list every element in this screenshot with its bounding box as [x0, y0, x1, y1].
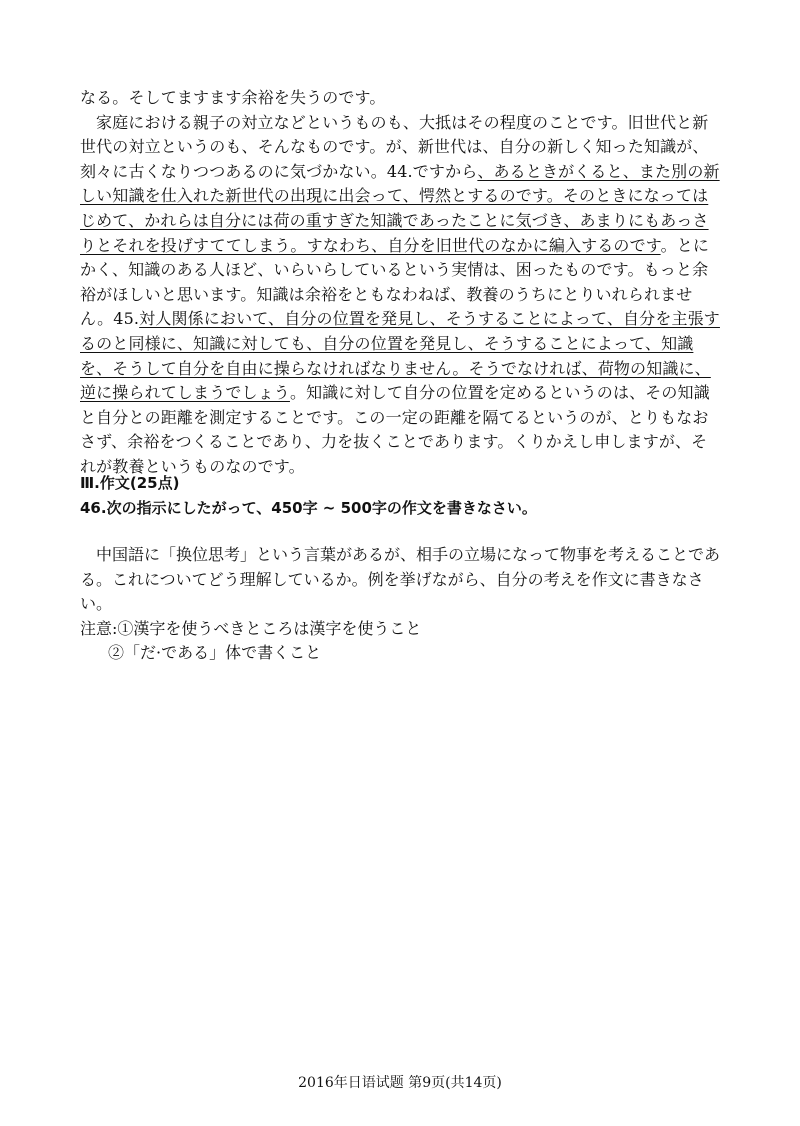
- passage-text-a: 家庭における親子の対立などというものも、大抵はその程度のことです。旧世代と新世代の対立というのも、そんなものです。が、新世代は、自分の新しく知った知識が、刻々に古くなりつつあるのに気づかない。: [80, 112, 709, 181]
- note-item-1: ①漢字を使うべきところは漢字を使うこと: [117, 618, 422, 638]
- essay-instructions: [80, 543, 720, 666]
- question-46: 46.次の指示にしたがって、450字 ~ 500字の作文を書きなさい。: [80, 499, 537, 517]
- question-45-number: 45.: [113, 309, 140, 329]
- question-45-underlined: 対人関係において、自分の位置を発見し、そうすることによって、自分を主張するのと同様に、知識に対しても、自分の位置を発見し、そうすることによって、知識を、そうして自分を自由に操らなければなりません。そうでなければ、荷物の知識に、逆に操られてしまうでしょう: [80, 309, 720, 403]
- question-44-underlined: 、あるときがくると、また別の新しい知識を仕入れた新世代の出現に出会って、愕然とするのです。そのときになってはじめて、かれらは自分には荷の重すぎた知識であったことに気づき、あまりにもあっさりとそれを投げすててしまう。すなわち、自分を旧世代のなかに編入するのです: [80, 161, 720, 255]
- section-title: Ⅲ.作文(25点): [80, 474, 180, 492]
- question-44-number: 44.: [386, 161, 413, 181]
- question-45-end: 。: [289, 383, 307, 403]
- passage-text-b: とにかく、知識のある人ほど、いらいらしているという実情は、困ったものです。もっと余裕がほしいと思います。知識は余裕をともなわねば、教養のうちにとりいれられません。: [80, 235, 710, 329]
- reading-passage: [80, 86, 720, 480]
- note-item-2: ②「だ·である」体で書くこと: [108, 643, 322, 663]
- essay-prompt: 中国語に「换位思考」という言葉があるが、相手の立場になって物事を考えることである。これについてどう理解しているか。例を挙げながら、自分の考えを作文に書きなさい。: [80, 545, 721, 614]
- question-44-end: 。: [660, 235, 677, 255]
- note-label: 注意:: [80, 618, 118, 638]
- passage-line-1: なる。そしてますます余裕を失うのです。: [80, 88, 386, 107]
- passage-paragraph-2: [80, 111, 720, 480]
- passage-text-c: 知識に対して自分の位置を定めるというのは、その知識と自分との距離を測定することです。この一定の距離を隔てるというのが、とりもなおさず、余裕をつくることであり、力を抜くことであります。くりかえし申しますが、それが教養というものなのです。: [80, 383, 710, 476]
- note-line-1: [80, 617, 720, 642]
- question-44-lead: ですから: [412, 161, 478, 181]
- page-footer: 2016年日语试题 第9页(共14页): [298, 1075, 502, 1091]
